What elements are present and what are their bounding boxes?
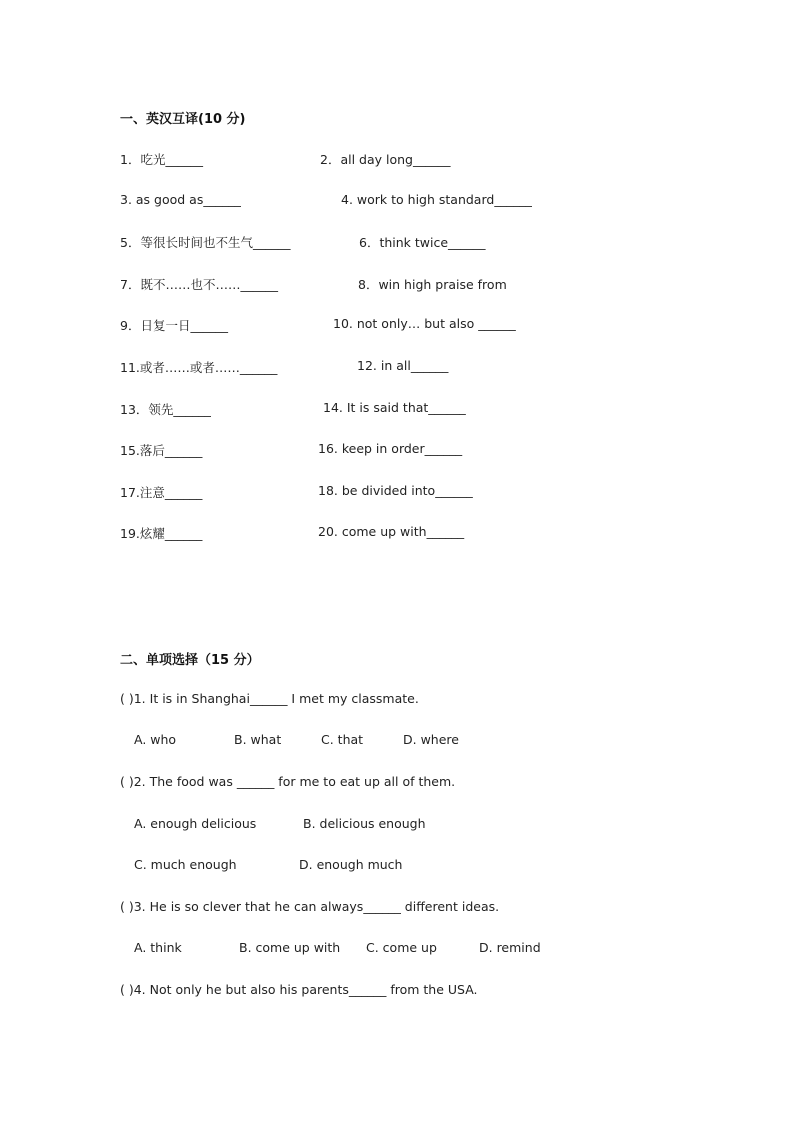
question-3-option-a: A. think <box>134 940 182 955</box>
item-1: 1．吃光______ <box>120 152 203 167</box>
item-7: 7．既不……也不……______ <box>120 277 278 292</box>
section-2-title: 二、单项选择（15 分） <box>120 653 260 668</box>
item-18: 18. be divided into______ <box>318 483 473 498</box>
item-14: 14. It is said that______ <box>323 400 466 415</box>
question-3-option-d: D. remind <box>479 940 541 955</box>
item-6: 6．think twice______ <box>359 235 486 250</box>
item-8: 8．win high praise from <box>358 277 507 292</box>
item-3: 3. as good as______ <box>120 192 241 207</box>
item-5: 5．等很长时间也不生气______ <box>120 235 291 250</box>
question-2-option-b: B. delicious enough <box>303 816 426 831</box>
question-2-stem: ( )2. The food was ______ for me to eat up all of them. <box>120 774 456 789</box>
question-1-option-c: C. that <box>321 732 364 747</box>
question-2-option-a: A. enough delicious <box>134 816 257 831</box>
item-2: 2．all day long______ <box>320 152 451 167</box>
item-20: 20. come up with______ <box>318 524 465 539</box>
section-1-title: 一、英汉互译(10 分) <box>120 112 246 127</box>
item-11: 11.或者……或者……______ <box>120 360 278 375</box>
question-3-stem: ( )3. He is so clever that he can always______ different ideas. <box>120 899 500 914</box>
question-1-option-a: A. who <box>134 732 177 747</box>
item-17: 17.注意______ <box>120 485 203 500</box>
question-3-option-c: C. come up <box>366 940 437 955</box>
question-2-option-d: D. enough much <box>299 857 403 872</box>
item-9: 9．日复一日______ <box>120 318 228 333</box>
question-4-stem: ( )4. Not only he but also his parents______ from the USA. <box>120 982 478 997</box>
item-13: 13．领先______ <box>120 402 211 417</box>
item-10: 10. not only… but also ______ <box>333 316 516 331</box>
question-1-stem: ( )1. It is in Shanghai______ I met my classmate. <box>120 691 419 706</box>
item-15: 15.落后______ <box>120 443 203 458</box>
question-1-option-b: B. what <box>234 732 282 747</box>
question-2-option-c: C. much enough <box>134 857 237 872</box>
item-4: 4. work to high standard______ <box>341 192 532 207</box>
item-16: 16. keep in order______ <box>318 441 463 456</box>
item-12: 12. in all______ <box>357 358 449 373</box>
item-19: 19.炫耀______ <box>120 526 203 541</box>
question-1-option-d: D. where <box>403 732 459 747</box>
question-3-option-b: B. come up with <box>239 940 341 955</box>
